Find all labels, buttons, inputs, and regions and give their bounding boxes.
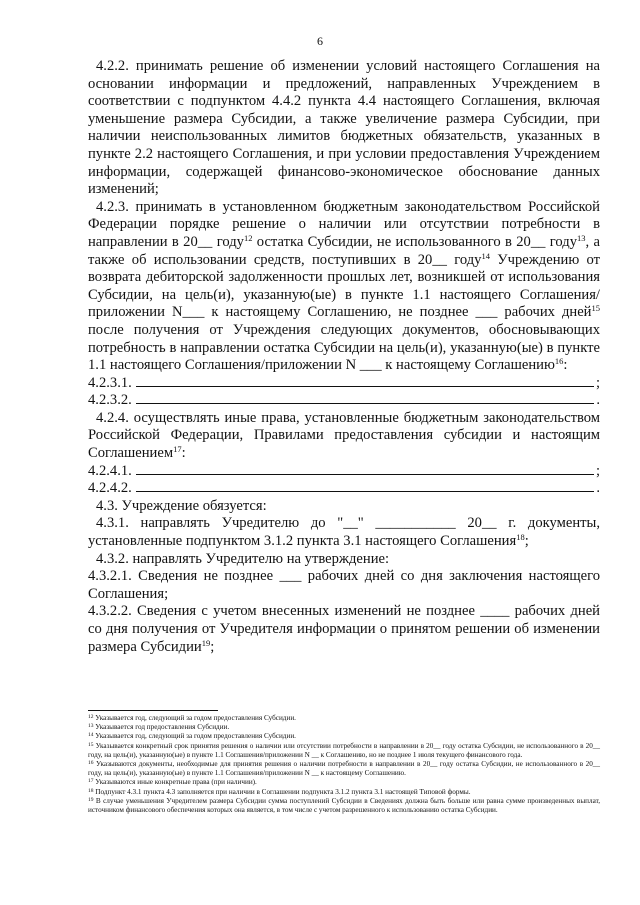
fill-line-4-2-3-1: 4.2.3.1. ; [88,374,600,391]
paragraph-4-3-2: 4.3.2. направлять Учредителю на утверждение: [96,550,390,567]
blank-line[interactable] [136,490,595,492]
fill-line-4-2-4-2: 4.2.4.2. . [88,480,600,497]
footnote-ref-19[interactable]: 19 [201,637,211,648]
paragraph-4-3-1: 4.3.1. направлять Учредителю до "__" ___________ 20__ г. документы, установленные подпунктом 3.1.2 пункта 3.1 настоящего Соглашения$^{18}$; [88,515,600,550]
footnote-ref-16[interactable]: 16 [554,356,564,367]
paragraph-4-3: 4.3. Учреждение обязуется: [96,497,267,514]
footnote-ref-12[interactable]: 12 [243,232,253,243]
footnote-19: $^{19}$ В случае уменьшения Учредителем размера Субсидии сумма поступлений Субсидии в Сведениях должна быть больше или равна сумме произведенных выплат, источником финансового обеспечения которых она является, в том числе с учетом разрешенного к использованию остатка Субсидии. [88,796,600,815]
footnote-17: $^{17}$ Указываются иные конкретные права (при наличии). [88,778,257,787]
footnote-divider [88,710,218,711]
page-number: 6 [317,34,323,48]
footnotes [88,714,600,815]
footnote-16: $^{16}$ Указываются документы, необходимые для принятия решения о наличии потребности в направлении в 20__ году остатка Субсидии, не использованного в 20__ году, на цель(и), указанную(ые) в пункте 1.1 Соглашения/приложении N __ к настоящему Соглашению. [88,760,600,778]
blank-line[interactable] [136,385,594,387]
footnote-ref-13[interactable]: 13 [577,232,586,243]
document-body [88,58,600,656]
paragraph-4-3-2-2: 4.3.2.2. Сведения с учетом внесенных изменений не позднее ____ рабочих дней со дня получения от Учредителя информации о принятом решении об изменении размера Субсидии$^{19}$; [88,603,600,655]
paragraph-4-2-4: 4.2.4. осуществлять иные права, установленные бюджетным законодательством Российской Федерации, Правилами предоставления субсидии и настоящим Соглашением$^{17}$: [88,409,600,462]
blank-line[interactable] [136,473,594,475]
paragraph-4-2-2: 4.2.2. принимать решение об изменении условий настоящего Соглашения на основании информации и предложений, направленных Учреждением в соответствии с подпунктом 4.4.2 пункта 4.4 настоящего Соглашения, включая уменьшение размера Субсидии, а также увеличение размера Субсидии, при наличии неиспользованных лимитов бюджетных обязательств, указанных в пункте 2.2 настоящего Соглашения, и при условии предоставления Учреждением информации, содержащей финансово-экономическое обоснование данных изменений; [88,58,600,198]
blank-line[interactable] [136,402,595,404]
footnote-15: $^{15}$ Указывается конкретный срок принятия решения о наличии или отсутствии потребности в направлении в 20__ году остатка Субсидии, не использованного в 20__ году, на цель(и), указанную(ые) в пункте 1.1 Соглашения/приложении N __ к Соглашению, но не позднее 1 июля текущего финансового года. [88,741,600,759]
paragraph-4-3-2-1: 4.3.2.1. Сведения не позднее ___ рабочих дней со дня заключения настоящего Соглашения; [88,568,600,602]
footnote-ref-18[interactable]: 18 [516,532,525,543]
footnote-13: $^{13}$ Указывается год предоставления Субсидии. [88,723,230,732]
footnote-12: $^{12}$ Указывается год, следующий за годом предоставления Субсидии. [88,714,296,722]
footnote-14: $^{14}$ Указывается год, следующий за годом предоставления Субсидии. [88,732,296,741]
footnote-ref-17[interactable]: 17 [173,444,182,455]
paragraph-4-2-3: 4.2.3. принимать в установленном бюджетным законодательством Российской Федерации порядке решение о наличии или отсутствии потребности в направлении в 20__ году$^{12}$ остатка Субсидии, не использованного в 20__ году$^{13}$, а также об использовании средств, поступивших в 20__ году$^{14}$ Учреждению от возврата дебиторской задолженности прошлых лет, возникшей от использования Субсидии, на цель(и), указанную(ые) в пункте 1.1 настоящего Соглашения/приложении N___ к настоящему Соглашению, не позднее ___ рабочих дней$^{15}$ после получения от Учреждения следующих документов, обосновывающих потребность в направлении остатка Субсидии на цель(и), указанную(ые) в пункте 1.1 настоящего Соглашения/приложении N ___ к настоящему Соглашению$^{16}$: [88,198,601,374]
footnote-18: $^{18}$ Подпункт 4.3.1 пункта 4.3 заполняется при наличии в Соглашении подпункта 3.1.2 пункта 3.1 настоящей Типовой формы. [88,787,471,796]
fill-line-4-2-3-2: 4.2.3.2. . [88,392,600,409]
fill-line-4-2-4-1: 4.2.4.1. ; [88,462,600,479]
footnote-ref-14[interactable]: 14 [481,250,490,261]
footnote-ref-15[interactable]: 15 [591,303,600,314]
